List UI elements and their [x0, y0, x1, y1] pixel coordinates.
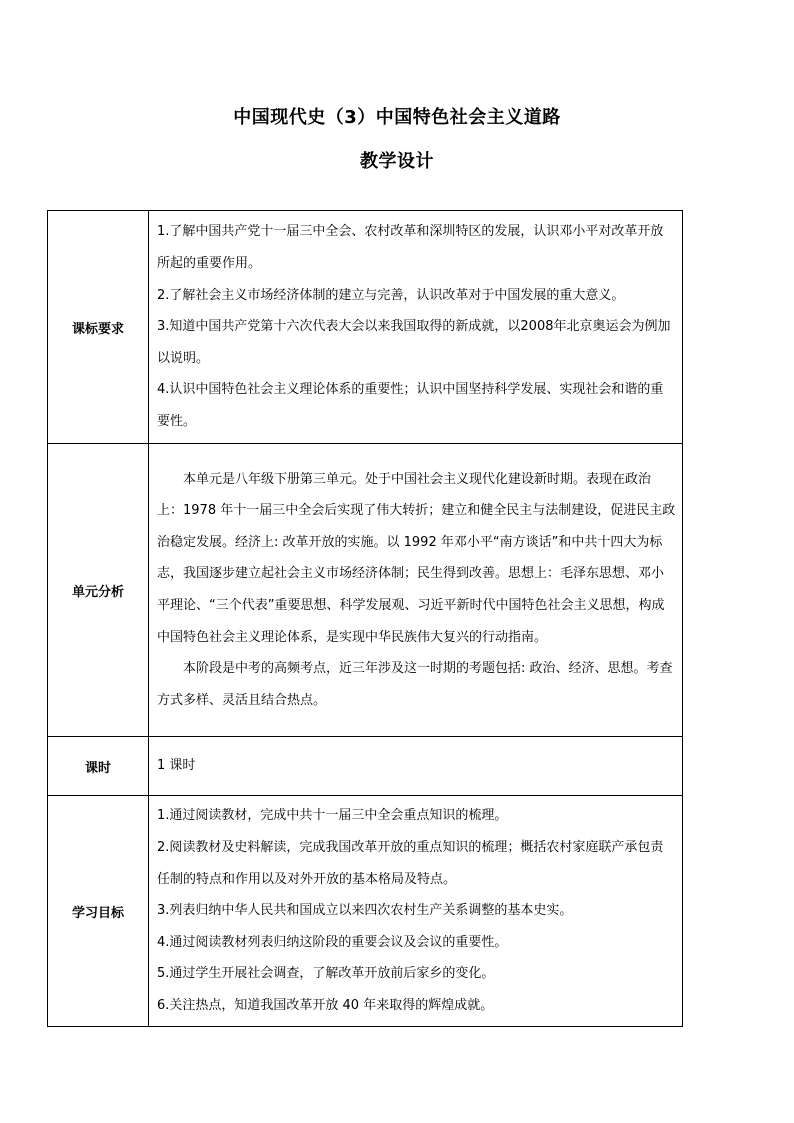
standards-item-3: 3.知道中国共产党第十六次代表大会以来我国取得的新成就，以2008年北京奥运会为例加以说明。	[157, 319, 671, 366]
row-label-standards: 课标要求	[48, 211, 149, 444]
row-label-class-hours: 课时	[48, 737, 149, 796]
goal-item-1: 1.通过阅读教材，完成中共十一届三中全会重点知识的梳理。	[157, 808, 508, 824]
document-title: 中国现代史（3）中国特色社会主义道路	[233, 107, 561, 128]
class-hours-value: 1 课时	[157, 758, 196, 774]
row-content-standards	[149, 211, 683, 444]
goal-item-4: 4.通过阅读教材列表归纳这阶段的重要会议及会议的重要性。	[157, 934, 508, 950]
table-row-learning-goals	[48, 796, 683, 1027]
table-row-unit-analysis	[48, 444, 683, 737]
table-row-standards	[48, 211, 683, 444]
row-content-unit-analysis	[149, 444, 683, 737]
goal-item-2: 2.阅读教材及史料解读，完成我国改革开放的重点知识的梳理；概括农村家庭联产承包责任制的特点和作用以及对外开放的基本格局及特点。	[157, 840, 664, 887]
goal-item-6: 6.关注热点，知道我国改革开放 40 年来取得的辉煌成就。	[157, 997, 494, 1013]
row-content-class-hours	[149, 737, 683, 796]
table-row-class-hours	[48, 737, 683, 796]
row-label-unit-analysis: 单元分析	[48, 444, 149, 737]
lesson-design-table	[47, 210, 683, 1027]
goal-item-5: 5.通过学生开展社会调查，了解改革开放前后家乡的变化。	[157, 966, 495, 982]
standards-item-4: 4.认识中国特色社会主义理论体系的重要性；认识中国坚持科学发展、实现社会和谐的重要性。	[157, 382, 664, 429]
standards-item-1: 1.了解中国共产党十一届三中全会、农村改革和深圳特区的发展，认识邓小平对改革开放所起的重要作用。	[157, 224, 664, 272]
row-content-learning-goals	[149, 796, 683, 1027]
row-label-learning-goals: 学习目标	[48, 796, 149, 1027]
unit-analysis-paragraph-2: 本阶段是中考的高频考点，近三年涉及这一时期的考题包括: 政治、经济、思想。考查方式多样、灵活且结合热点。	[157, 661, 673, 708]
standards-item-2: 2.了解社会主义市场经济体制的建立与完善，认识改革对于中国发展的重大意义。	[157, 287, 625, 303]
unit-analysis-paragraph-1: 本单元是八年级下册第三单元。处于中国社会主义现代化建设新时期。表现在政治上：1978 年十一届三中全会后实现了伟大转折；建立和健全民主与法制建设，促进民主政治稳定发展。经济上: 改革开放的实施。以 1992 年邓小平“南方谈话”和中共十四大为标志，我国逐步建立起社会主义市场经济体制；民生得到改善。思想上：毛泽东思想、邓小平理论、“三个代表”重要思想、科学发展观、习近平新时代中国特色社会主义思想，构成中国特色社会主义理论体系，是实现中华民族伟大复兴的行动指南。	[157, 471, 676, 645]
document-subtitle: 教学设计	[360, 151, 434, 172]
goal-item-3: 3.列表归纳中华人民共和国成立以来四次农村生产关系调整的基本史实。	[157, 903, 573, 919]
